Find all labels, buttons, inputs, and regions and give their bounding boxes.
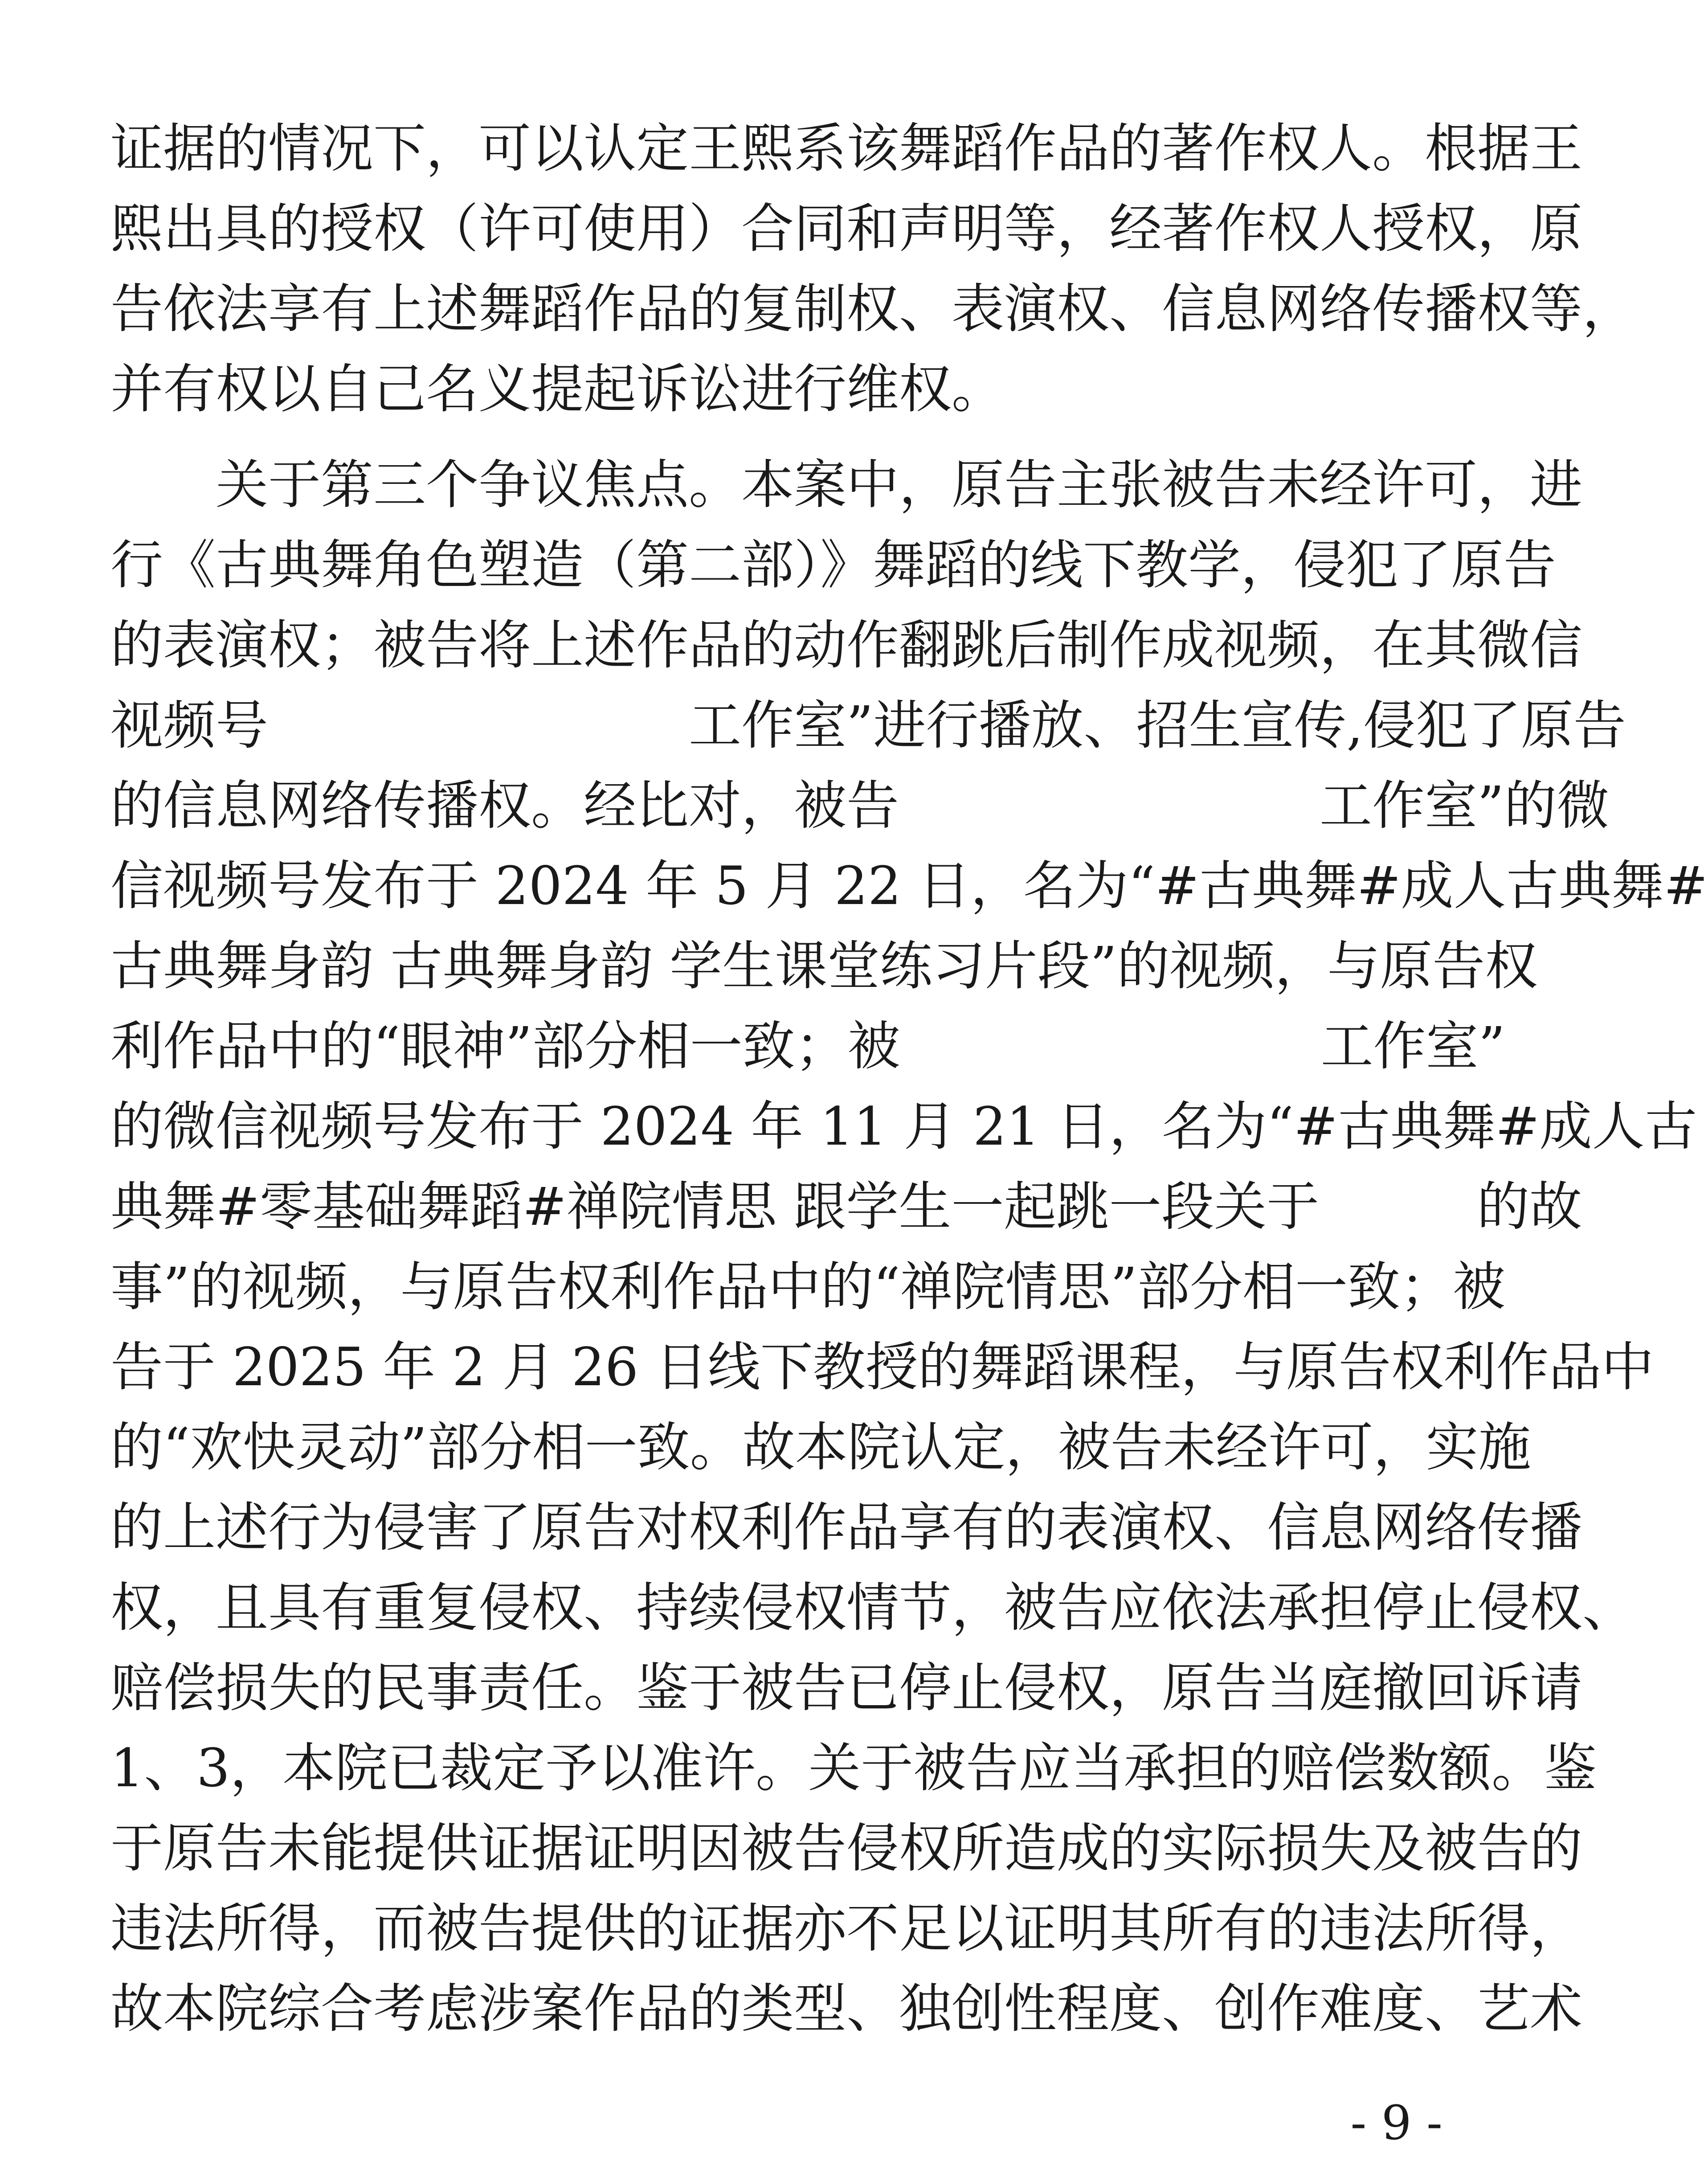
- text-line: 并有权以自己名义提起诉讼进行维权。: [110, 358, 1005, 420]
- text-line: 的信息网络传播权。经比对，被告 工作室”的微: [110, 775, 1610, 836]
- text-line: 关于第三个争议焦点。本案中，原告主张被告未经许可，进: [110, 454, 1583, 516]
- text-line: 信视频号发布于 2024 年 5 月 22 日，名为“#古典舞#成人古典舞#: [110, 855, 1708, 917]
- text-line: 视频号 工作室”进行播放、招生宣传,侵犯了原告: [110, 695, 1626, 756]
- text-line: 告依法享有上述舞蹈作品的复制权、表演权、信息网络传播权等，: [110, 278, 1635, 340]
- text-line: 典舞#零基础舞蹈#禅院情思 跟学生一起跳一段关于 的故: [110, 1176, 1582, 1237]
- text-line: 的“欢快灵动”部分相一致。故本院认定，被告未经许可，实施: [110, 1416, 1531, 1478]
- text-line: 古典舞身韵 古典舞身韵 学生课堂练习片段”的视频，与原告权: [110, 935, 1538, 997]
- text-line: 赔偿损失的民事责任。鉴于被告已停止侵权，原告当庭撤回诉请: [110, 1657, 1583, 1719]
- text-line: 事”的视频，与原告权利作品中的“禅院情思”部分相一致；被: [110, 1256, 1505, 1318]
- text-line: 证据的情况下，可以认定王熙系该舞蹈作品的著作权人。根据王: [110, 118, 1583, 179]
- text-line: 1、3，本院已裁定予以准许。关于被告应当承担的赔偿数额。鉴: [110, 1737, 1597, 1799]
- text-line: 告于 2025 年 2 月 26 日线下教授的舞蹈课程，与原告权利作品中: [110, 1336, 1654, 1398]
- text-line: 的上述行为侵害了原告对权利作品享有的表演权、信息网络传播: [110, 1497, 1583, 1558]
- text-line: 熙出具的授权（许可使用）合同和声明等，经著作权人授权，原: [110, 198, 1583, 259]
- text-line: 违法所得，而被告提供的证据亦不足以证明其所有的违法所得，: [110, 1898, 1583, 1959]
- text-line: 权，且具有重复侵权、持续侵权情节，被告应依法承担停止侵权、: [110, 1577, 1635, 1638]
- text-line: 故本院综合考虑涉案作品的类型、独创性程度、创作难度、艺术: [110, 1978, 1583, 2039]
- text-line: 行《古典舞角色塑造（第二部）》舞蹈的线下教学，侵犯了原告: [110, 534, 1557, 596]
- text-line: 于原告未能提供证据证明因被告侵权所造成的实际损失及被告的: [110, 1817, 1583, 1879]
- page-number: - 9 -: [1350, 2095, 1442, 2150]
- text-line: 利作品中的“眼神”部分相一致；被 工作室”: [110, 1015, 1505, 1077]
- text-line: 的微信视频号发布于 2024 年 11 月 21 日，名为“#古典舞#成人古: [110, 1096, 1697, 1157]
- text-line: 的表演权；被告将上述作品的动作翻跳后制作成视频，在其微信: [110, 614, 1583, 676]
